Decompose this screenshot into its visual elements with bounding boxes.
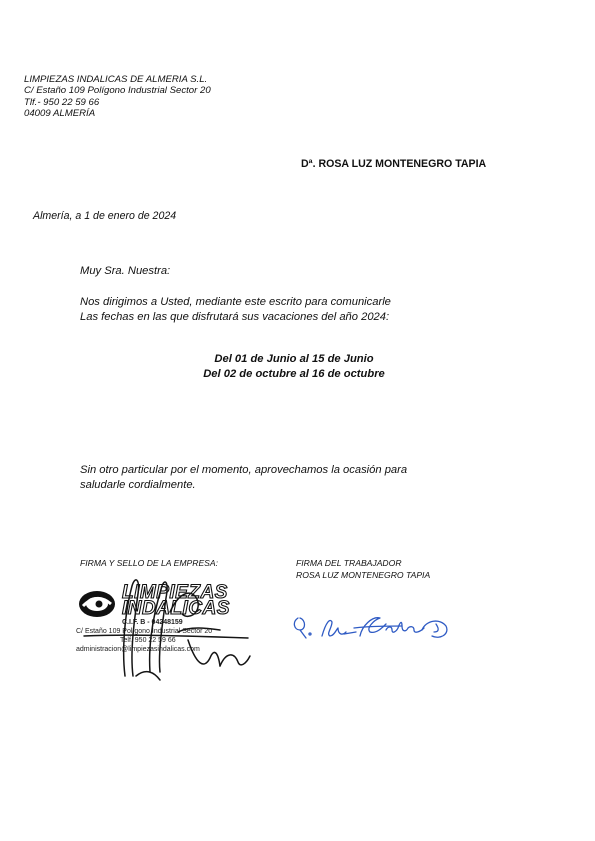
stamp-logo-line-2: INDALICAS (122, 598, 230, 619)
closing-paragraph (80, 463, 407, 492)
worker-handwritten-signature (290, 608, 460, 648)
stamp-address: C/ Estaño 109 Polígono Industrial Sector 20 (76, 628, 213, 635)
sender-company: LIMPIEZAS INDALICAS DE ALMERIA S.L. (24, 74, 208, 85)
recipient-name: Dª. ROSA LUZ MONTENEGRO TAPIA (301, 158, 487, 170)
stamp-cif: C.I.F. B - 04248159 (122, 619, 183, 626)
vacation-periods (144, 352, 444, 382)
stamp-email: administracion@limpiezasindalicas.com (76, 646, 200, 653)
company-signature-label: FIRMA Y SELLO DE LA EMPRESA: (80, 558, 219, 568)
worker-signature-label: FIRMA DEL TRABAJADOR (296, 558, 402, 568)
intro-line-1: Nos dirigimos a Usted, mediante este escrito para comunicarle (80, 296, 391, 308)
closing-line-1: Sin otro particular por el momento, aprovechamos la ocasión para (80, 464, 408, 476)
vacation-period-1: Del 01 de Junio al 15 de Junio (214, 353, 374, 365)
stamp-logo-line-1: LIMPIEZAS (122, 582, 228, 603)
sender-block (24, 74, 211, 120)
letter-date: Almería, a 1 de enero de 2024 (33, 210, 177, 222)
intro-line-2: Las fechas en las que disfrutará sus vacaciones del año 2024: (80, 310, 390, 323)
sender-phone: Tlf.- 950 22 59 66 (24, 96, 100, 108)
salutation: Muy Sra. Nuestra: (80, 265, 171, 277)
intro-paragraph (80, 295, 391, 324)
sender-city: 04009 ALMERÍA (24, 108, 96, 120)
worker-signature-block (296, 558, 430, 581)
vacation-period-2: Del 02 de octubre al 16 de octubre (203, 368, 385, 380)
company-handwritten-signature (70, 572, 260, 682)
closing-line-2: saludarle cordialmente. (80, 478, 196, 491)
worker-name: ROSA LUZ MONTENEGRO TAPIA (296, 569, 431, 580)
sender-address: C/ Estaño 109 Polígono Industrial Sector 20 (24, 85, 211, 97)
stamp-phone: Telf. 950 22 59 66 (120, 637, 176, 644)
